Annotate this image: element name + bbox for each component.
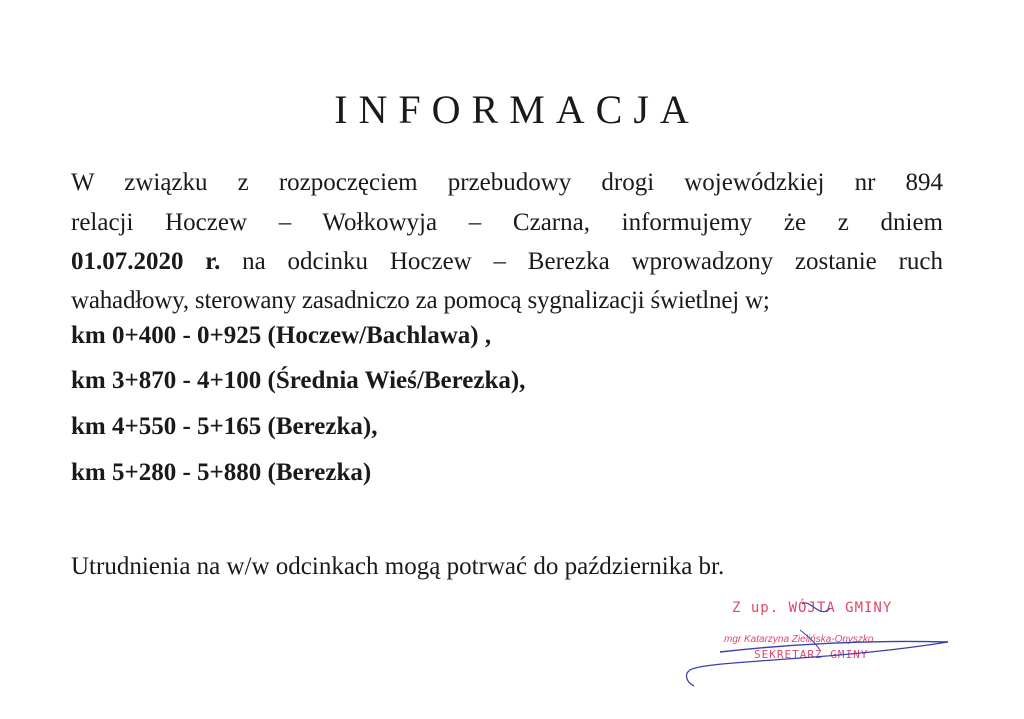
km-section-3: km 4+550 - 5+165 (Berezka), (71, 413, 378, 440)
start-date: 01.07.2020 r. (71, 248, 221, 275)
km-section-1: km 0+400 - 0+925 (Hoczew/Bachlawa) , (71, 322, 492, 349)
paragraph-line-3-text: na odcinku Hoczew – Berezka wprowadzony zostanie ruch (220, 248, 943, 275)
paragraph-line-1: W związku z rozpoczęciem przebudowy drogi wojewódzkiej nr 894 (71, 169, 943, 196)
official-stamp (680, 590, 960, 690)
stamp-authority: Z up. WÓJTA GMINY (732, 600, 893, 616)
km-section-4: km 5+280 - 5+880 (Berezka) (71, 459, 372, 486)
paragraph-line-4: wahadłowy, sterowany zasadniczo za pomocą sygnalizacji świetlnej w; (71, 287, 770, 314)
paragraph-line-2: relacji Hoczew – Wołkowyja – Czarna, informujemy że z dniem (71, 209, 943, 236)
km-section-2: km 3+870 - 4+100 (Średnia Wieś/Berezka), (71, 367, 526, 394)
stamp-name: mgr Katarzyna Zielińska-Onyszko (724, 634, 874, 645)
handwritten-signature (680, 590, 960, 690)
paragraph-line-3 (71, 242, 943, 282)
stamp-position: SEKRETARZ GMINY (754, 648, 869, 661)
disruption-note: Utrudnienia na w/w odcinkach mogą potrwać do października br. (71, 553, 725, 580)
document-title: INFORMACJA (334, 87, 700, 132)
